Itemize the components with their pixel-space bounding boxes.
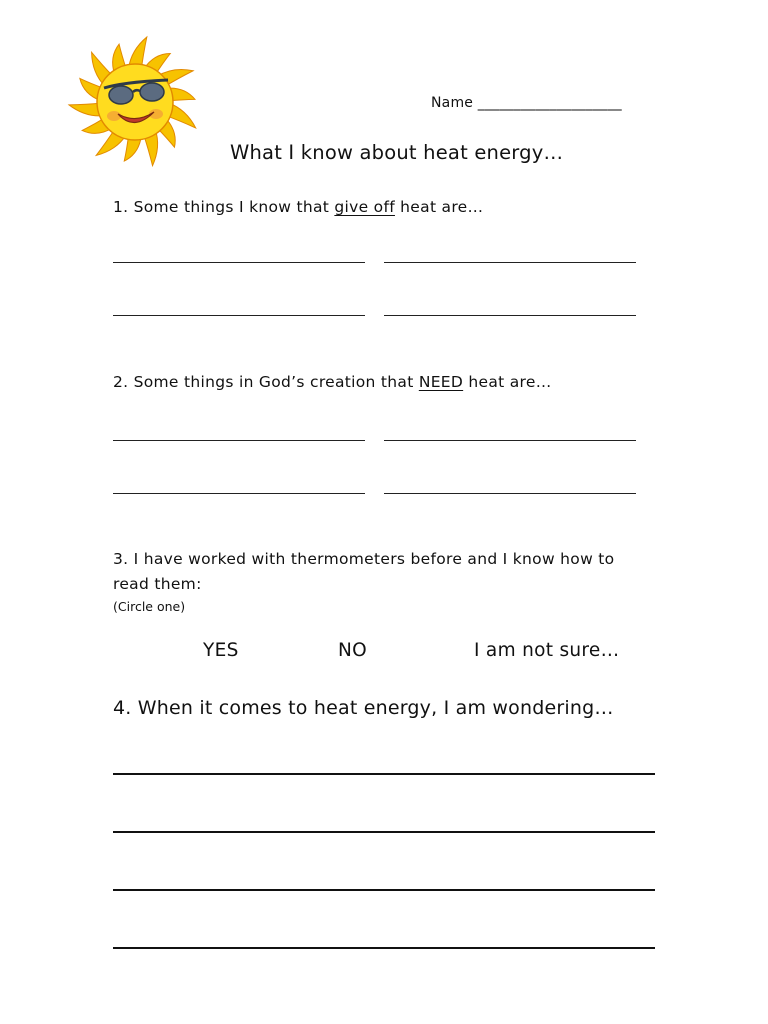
circle-one-hint: (Circle one) [113,599,186,614]
answer-blank-1a [113,262,365,263]
question-1-emphasis: give off [334,198,395,216]
page-title: What I know about heat energy… [230,141,564,164]
question-2 [113,373,552,391]
question-4: 4. When it comes to heat energy, I am wondering… [113,697,614,719]
name-label: Name [431,95,474,111]
answer-blank-2d [384,493,636,494]
question-1-text-end: heat are… [394,198,484,216]
sun-face [97,64,173,140]
answer-blank-1d [384,315,636,316]
question-2-text-end: heat are… [463,373,552,391]
question-2-emphasis: NEED [418,373,464,391]
question-1 [113,198,483,216]
answer-line-4a [113,773,655,775]
answer-line-4b [113,831,655,833]
question-3-line-2: read them: [113,575,202,593]
sun-cheek-left [107,111,121,121]
choice-not-sure[interactable]: I am not sure… [474,640,620,661]
question-3-line-1: 3. I have worked with thermometers before and I know how to [113,550,615,568]
question-2-text-start: 2. Some things in God’s creation that [113,373,419,391]
answer-blank-2b [384,440,636,441]
answer-blank-2c [113,493,365,494]
choice-yes[interactable]: YES [203,640,239,661]
answer-line-4d [113,947,655,949]
question-1-text-start: 1. Some things I know that [113,198,335,216]
name-blank-line: ____________________ [477,95,622,111]
name-field [431,95,622,111]
choice-no[interactable]: NO [338,640,368,661]
answer-blank-1c [113,315,365,316]
answer-blank-2a [113,440,365,441]
answer-blank-1b [384,262,636,263]
answer-line-4c [113,889,655,891]
sun-with-sunglasses-icon [64,32,204,170]
